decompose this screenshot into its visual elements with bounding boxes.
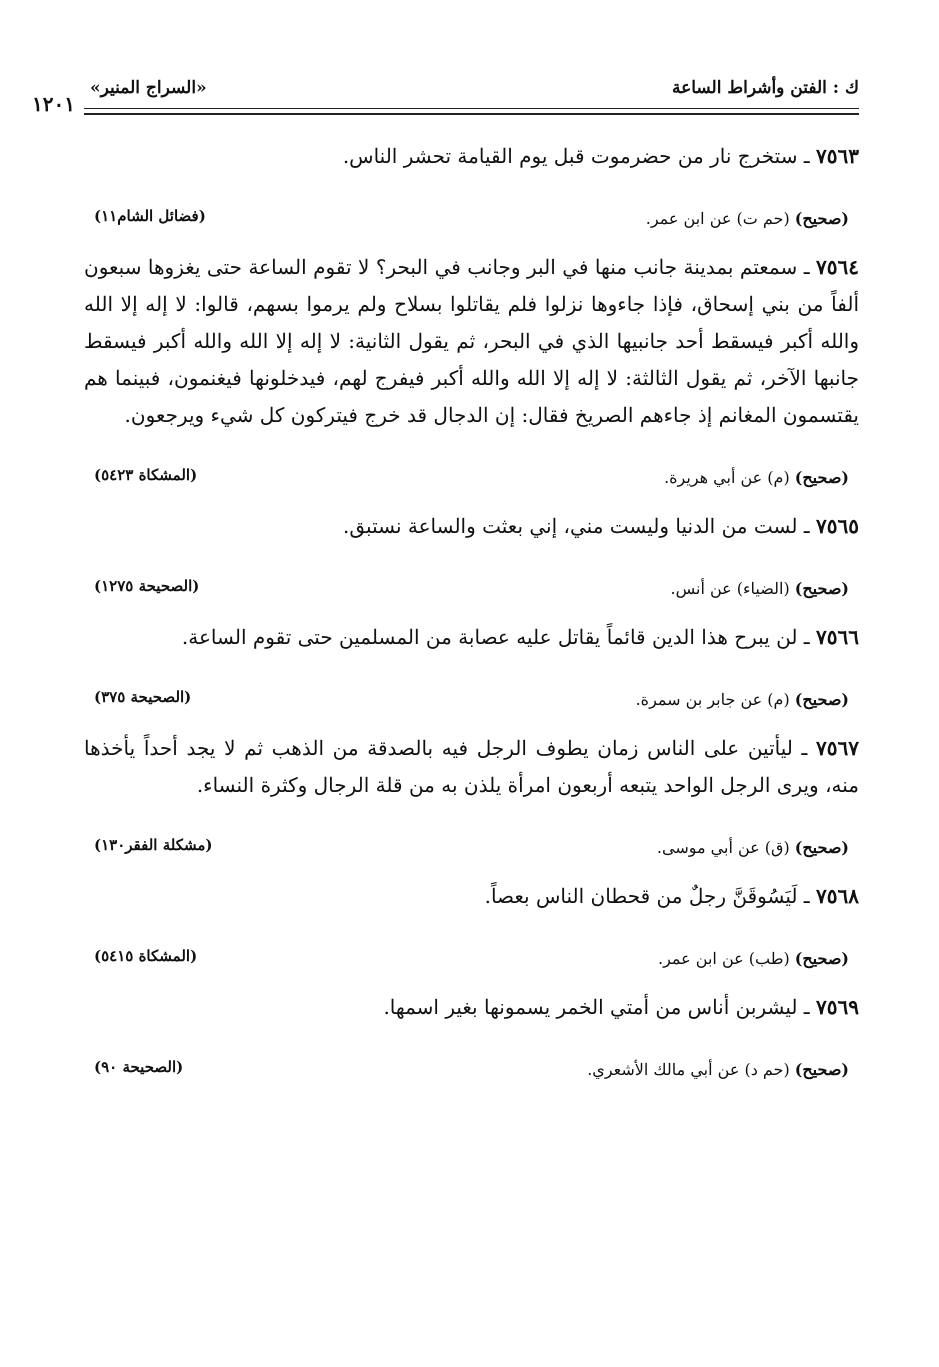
hadith-number: ٧٥٦٩	[816, 995, 859, 1019]
page-number: ١٢٠١	[32, 92, 75, 116]
hadith-grade: (صحيح)	[794, 949, 849, 968]
hadith-grade: (صحيح)	[794, 579, 849, 598]
hadith-number: ٧٥٦٦	[816, 625, 859, 649]
hadith-source: (الصحيحة ١٢٧٥)	[94, 577, 200, 595]
hadith-narrator: (م) عن جابر بن سمرة.	[635, 690, 790, 709]
hadith-text: سمعتم بمدينة جانب منها في البر وجانب في البحر؟ لا تقوم الساعة حتى يغزوها سبعون ألفاً من بني إسحاق، فإذا جاءوها نزلوا فلم يقاتلوا بسلاح ولم يرموا بسهم، قالوا: لا إله إلا الله والله أكبر فيسقط أحد جانبيها الذي في البحر، ثم يقول الثانية: لا إله إلا الله والله أكبر فيسقط جانبها الآخر، ثم يقول الثالثة: لا إله إلا الله والله أكبر فيفرج لهم، فيدخلونها فيغنمون، فبينما هم يقتسمون المغانم إذ جاءهم الصريخ فقال: إن الدجال قد خرج فيتركون كل شيء ويرجعون.	[84, 255, 859, 427]
hadith-reference	[84, 460, 859, 494]
hadith-text: ليأتين على الناس زمان يطوف الرجل فيه بالصدقة من الذهب ثم لا يجد أحداً يأخذها منه، ويرى الرجل الواحد يتبعه أربعون امرأة يلذن به من قلة الرجال وكثرة النساء.	[84, 736, 859, 797]
hadith-number: ٧٥٦٣	[816, 144, 859, 168]
hadith-text-block: ٧٥٦٦ ـ لن يبرح هذا الدين قائماً يقاتل عليه عصابة من المسلمين حتى تقوم الساعة.	[181, 625, 859, 649]
hadith-source: (فضائل الشام١١)	[94, 207, 206, 225]
hadith-source: (الصحيحة ٣٧٥)	[94, 688, 192, 706]
hadith-entry	[84, 619, 859, 716]
hadith-text-block: ٧٥٦٤ ـ سمعتم بمدينة جانب منها في البر وجانب في البحر؟ لا تقوم الساعة حتى يغزوها سبعون ألفاً من بني إسحاق، فإذا جاءوها نزلوا فلم يقاتلوا بسلاح ولم يرموا بسهم، قالوا: لا إله إلا الله والله أكبر فيسقط أحد جانبيها الذي في البحر، ثم يقول الثانية: لا إله إلا الله والله أكبر فيسقط جانبها الآخر، ثم يقول الثالثة: لا إله إلا الله والله أكبر فيفرج لهم، فيدخلونها فيغنمون، فبينما هم يقتسمون المغانم إذ جاءهم الصريخ فقال: إن الدجال قد خرج فيتركون كل شيء ويرجعون.	[84, 255, 859, 427]
book-title: «السراج المنير»	[90, 78, 207, 98]
hadith-entry	[84, 878, 859, 975]
hadith-reference	[84, 1052, 859, 1086]
hadith-entry	[84, 730, 859, 864]
hadith-grade: (صحيح)	[794, 1060, 849, 1079]
header-rule-thin	[84, 108, 859, 109]
hadith-text: لَيَسُوقَنَّ رجلٌ من قحطان الناس بعصاً.	[484, 884, 798, 908]
hadith-narrator: (الضياء) عن أنس.	[670, 579, 790, 598]
hadith-reference	[84, 682, 859, 716]
chapter-title: ك : الفتن وأشراط الساعة	[671, 78, 859, 98]
hadith-source: (الصحيحة ٩٠)	[94, 1058, 184, 1076]
hadith-text-block: ٧٥٦٣ ـ ستخرج نار من حضرموت قبل يوم القيامة تحشر الناس.	[342, 144, 859, 168]
hadith-narrator: (حم د) عن أبي مالك الأشعري.	[587, 1060, 790, 1079]
hadith-grade-line	[664, 468, 849, 487]
hadith-reference	[84, 571, 859, 605]
hadith-text-block: ٧٥٦٥ ـ لست من الدنيا وليست مني، إني بعثت والساعة نستبق.	[343, 514, 859, 538]
hadith-reference	[84, 201, 859, 235]
hadith-grade-line	[587, 1060, 849, 1079]
hadith-narrator: (طب) عن ابن عمر.	[657, 949, 790, 968]
hadith-source: (المشكاة ٥٤١٥)	[94, 947, 198, 965]
hadith-reference	[84, 830, 859, 864]
header-rule-thick	[84, 113, 859, 115]
hadith-narrator: (حم ت) عن ابن عمر.	[645, 209, 790, 228]
hadith-text-block: ٧٥٦٨ ـ لَيَسُوقَنَّ رجلٌ من قحطان الناس بعصاً.	[484, 884, 859, 908]
hadith-entry	[84, 508, 859, 605]
hadith-number: ٧٥٦٨	[816, 884, 859, 908]
hadith-text: ستخرج نار من حضرموت قبل يوم القيامة تحشر الناس.	[342, 144, 798, 168]
hadith-grade-line	[658, 949, 849, 968]
hadith-grade-line	[657, 838, 849, 857]
hadith-reference	[84, 941, 859, 975]
hadith-text: لست من الدنيا وليست مني، إني بعثت والساعة نستبق.	[343, 514, 798, 538]
hadith-grade: (صحيح)	[794, 468, 849, 487]
hadith-list	[84, 138, 859, 1100]
hadith-grade: (صحيح)	[794, 838, 849, 857]
hadith-number: ٧٥٦٤	[816, 255, 859, 279]
hadith-grade-line	[671, 579, 850, 598]
hadith-narrator: (م) عن أبي هريرة.	[664, 468, 790, 487]
hadith-grade-line	[646, 209, 849, 228]
hadith-source: (المشكاة ٥٤٢٣)	[94, 466, 198, 484]
hadith-grade: (صحيح)	[794, 690, 849, 709]
hadith-entry	[84, 249, 859, 494]
hadith-number: ٧٥٦٥	[816, 514, 859, 538]
hadith-grade-line	[636, 690, 849, 709]
hadith-entry	[84, 138, 859, 235]
hadith-text-block: ٧٥٦٧ ـ ليأتين على الناس زمان يطوف الرجل فيه بالصدقة من الذهب ثم لا يجد أحداً يأخذها منه، ويرى الرجل الواحد يتبعه أربعون امرأة يلذن به من قلة الرجال وكثرة النساء.	[84, 736, 860, 797]
hadith-text: ليشربن أناس من أمتي الخمر يسمونها بغير اسمها.	[383, 995, 798, 1019]
hadith-grade: (صحيح)	[794, 209, 849, 228]
hadith-text-block: ٧٥٦٩ ـ ليشربن أناس من أمتي الخمر يسمونها بغير اسمها.	[383, 995, 859, 1019]
hadith-number: ٧٥٦٧	[816, 736, 860, 760]
hadith-narrator: (ق) عن أبي موسى.	[656, 838, 790, 857]
hadith-entry	[84, 989, 859, 1086]
page-header	[32, 78, 859, 116]
hadith-text: لن يبرح هذا الدين قائماً يقاتل عليه عصابة من المسلمين حتى تقوم الساعة.	[181, 625, 798, 649]
hadith-source: (مشكلة الفقر١٣٠)	[94, 836, 213, 854]
